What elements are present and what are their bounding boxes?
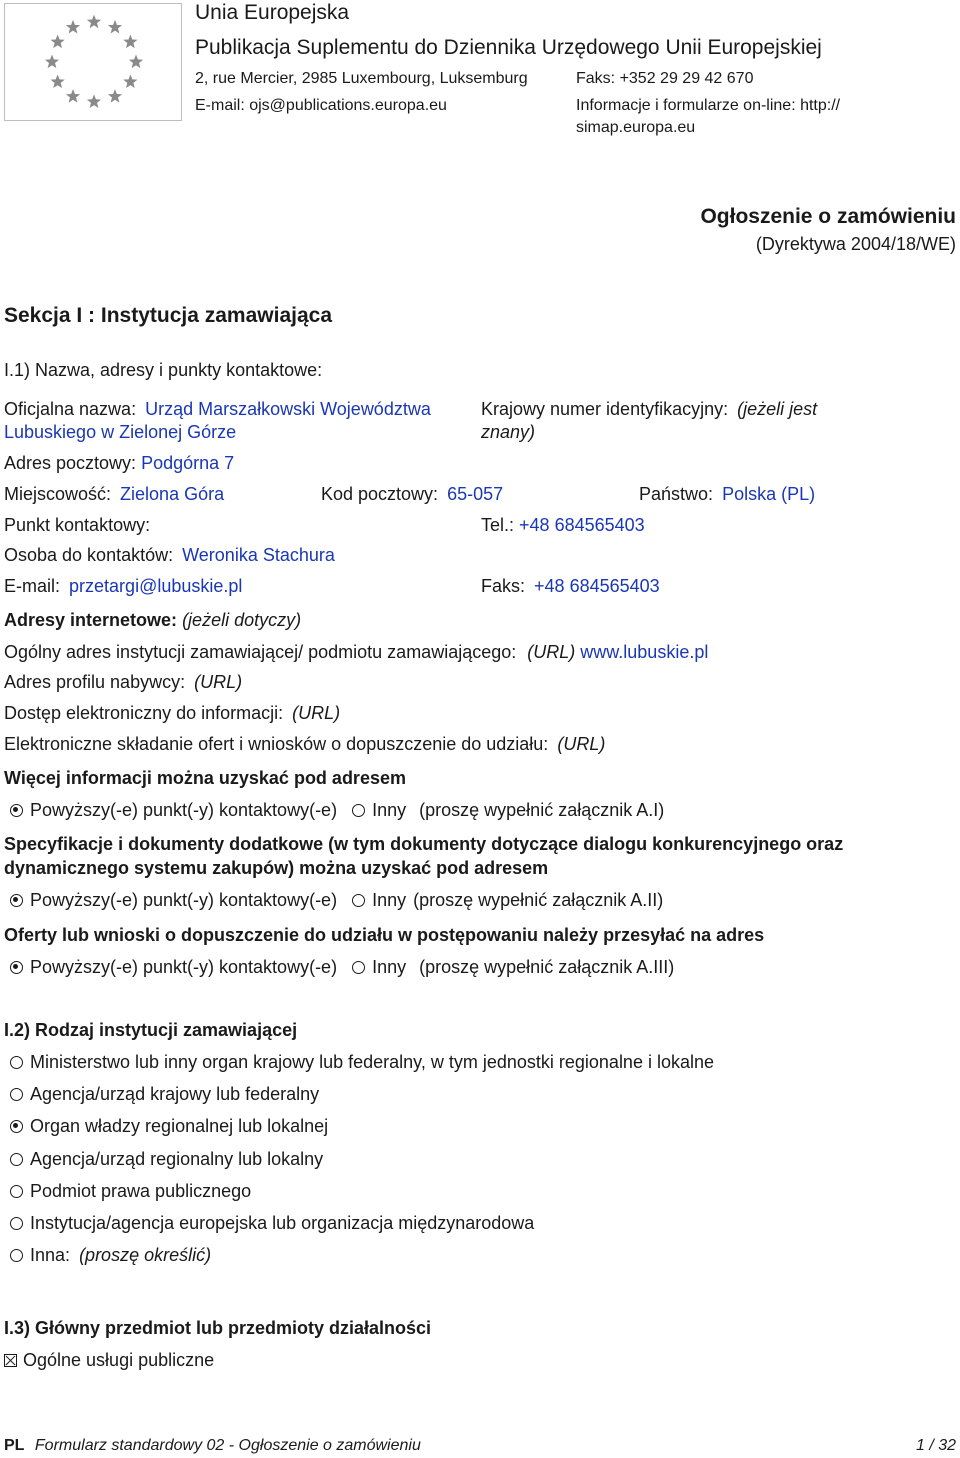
town — [4, 484, 224, 505]
radio-ministry[interactable] — [10, 1056, 23, 1069]
authority-option-label: Podmiot prawa publicznego — [30, 1181, 252, 1201]
tel — [481, 515, 645, 536]
authority-option — [10, 1213, 534, 1234]
radio-other[interactable] — [352, 804, 365, 817]
section-heading: Sekcja I : Instytucja zamawiająca — [4, 304, 333, 327]
radio-above-selected[interactable] — [10, 894, 23, 907]
contact-person-value: Weronika Stachura — [182, 545, 335, 565]
star-icon — [108, 89, 122, 103]
general-address-label: Ogólny adres instytucji zamawiającej/ podmiotu zamawiającego: — [4, 642, 517, 662]
footer-page: 1 / 32 — [915, 1437, 956, 1454]
postal-value: Podgórna 7 — [141, 453, 235, 473]
notice-directive: (Dyrektywa 2004/18/WE) — [755, 234, 956, 254]
authority-option-label: Agencja/urząd krajowy lub federalny — [30, 1084, 320, 1104]
contact-person — [4, 545, 335, 566]
official-name-label: Oficjalna nazwa: — [4, 399, 137, 419]
annex-a3: (proszę wypełnić załącznik A.III) — [419, 957, 675, 977]
radio-other[interactable] — [352, 894, 365, 907]
electronic-submission-label: Elektroniczne składanie ofert i wniosków o dopuszczenie do udziału: — [4, 734, 549, 754]
star-icon — [45, 55, 59, 69]
checkbox-checked-icon[interactable] — [4, 1354, 17, 1367]
header-publication: Publikacja Suplementu do Dziennika Urzędowego Unii Europejskiej — [195, 36, 822, 59]
email-link[interactable]: przetargi@lubuskie.pl — [69, 576, 243, 596]
eu-stars-icon — [5, 4, 181, 120]
star-icon — [108, 20, 122, 34]
i1-heading: I.1) Nazwa, adresy i punkty kontaktowe: — [4, 360, 323, 380]
header-address: 2, rue Mercier, 2985 Luxembourg, Luksemburg — [195, 70, 528, 87]
star-icon — [123, 74, 137, 88]
specs-heading-line1: Specyfikacje i dokumenty dodatkowe (w tym dokumenty dotyczące dialogu konkurencyjnego oraz — [4, 834, 844, 854]
general-address-link[interactable]: www.lubuskie.pl — [580, 642, 709, 662]
authority-option — [10, 1181, 251, 1202]
postal-label: Adres pocztowy: — [4, 453, 137, 473]
option-other-label: Inny — [372, 957, 407, 977]
national-id-hint2: znany) — [481, 422, 536, 442]
radio-regional-agency[interactable] — [10, 1153, 23, 1166]
internet-hint: (jeżeli dotyczy) — [182, 610, 302, 630]
radio-public-law-body[interactable] — [10, 1185, 23, 1198]
star-icon — [129, 55, 143, 69]
authority-option-label: Instytucja/agencja europejska lub organizacja międzynarodowa — [30, 1213, 535, 1233]
star-icon — [87, 15, 101, 29]
more-info-options — [10, 800, 664, 821]
star-icon — [87, 94, 101, 108]
specs-options — [10, 890, 663, 911]
footer — [4, 1437, 421, 1455]
tel-value: +48 684565403 — [519, 515, 645, 535]
authority-option-label: Inna: — [30, 1245, 71, 1265]
radio-above-selected[interactable] — [10, 961, 23, 974]
tel-label: Tel.: — [481, 515, 515, 535]
header-fax: Faks: +352 29 29 42 670 — [576, 70, 754, 87]
town-label: Miejscowość: — [4, 484, 112, 504]
option-other-label: Inny — [372, 800, 407, 820]
offers-heading: Oferty lub wnioski o dopuszczenie do udziału w postępowaniu należy przesyłać na adres — [4, 925, 765, 945]
postcode — [321, 484, 503, 505]
notice-title: Ogłoszenie o zamówieniu — [700, 205, 956, 228]
activity-item — [4, 1350, 214, 1371]
email-label: E-mail: — [4, 576, 61, 596]
national-id — [481, 399, 817, 420]
national-id-hint1: (jeżeli jest — [737, 399, 818, 419]
header-email: E-mail: ojs@publications.europa.eu — [195, 97, 447, 114]
electronic-access-label: Dostęp elektroniczny do informacji: — [4, 703, 284, 723]
authority-option — [10, 1084, 319, 1105]
authority-option-label: Agencja/urząd regionalny lub lokalny — [30, 1149, 324, 1169]
radio-national-agency[interactable] — [10, 1088, 23, 1101]
radio-eu-institution[interactable] — [10, 1217, 23, 1230]
header-info-line1: Informacje i formularze on-line: http:// — [576, 97, 841, 114]
general-address — [4, 642, 708, 663]
electronic-submission — [4, 734, 605, 755]
email — [4, 576, 242, 597]
buyer-profile — [4, 672, 242, 693]
star-icon — [66, 89, 80, 103]
url-tag: (URL) — [292, 703, 341, 723]
postcode-label: Kod pocztowy: — [321, 484, 439, 504]
star-icon — [66, 20, 80, 34]
postal-address — [4, 453, 234, 474]
authority-option — [10, 1245, 211, 1266]
country — [639, 484, 815, 505]
official-name — [4, 399, 431, 420]
option-other-label: Inny — [372, 890, 407, 910]
eu-flag-logo — [4, 3, 182, 121]
i3-heading: I.3) Główny przedmiot lub przedmioty działalności — [4, 1318, 432, 1338]
authority-option — [10, 1052, 714, 1073]
contact-person-label: Osoba do kontaktów: — [4, 545, 174, 565]
town-value: Zielona Góra — [120, 484, 225, 504]
buyer-profile-label: Adres profilu nabywcy: — [4, 672, 186, 692]
authority-option-label: Ministerstwo lub inny organ krajowy lub federalny, w tym jednostki regionalne i lokalne — [30, 1052, 714, 1072]
other-hint: (proszę określić) — [79, 1245, 212, 1265]
specs-heading-line2: dynamicznego systemu zakupów) można uzyskać pod adresem — [4, 858, 549, 878]
fax-value: +48 684565403 — [534, 576, 660, 596]
electronic-access — [4, 703, 340, 724]
postcode-value: 65-057 — [447, 484, 504, 504]
star-icon — [51, 35, 65, 49]
url-tag: (URL) — [194, 672, 243, 692]
country-label: Państwo: — [639, 484, 714, 504]
activity-label: Ogólne usługi publiczne — [23, 1350, 215, 1370]
offers-options — [10, 957, 674, 978]
authority-option — [10, 1149, 323, 1170]
url-tag: (URL) — [527, 642, 576, 662]
star-icon — [123, 35, 137, 49]
header-org: Unia Europejska — [195, 1, 350, 24]
annex-a2: (proszę wypełnić załącznik A.II) — [413, 890, 664, 910]
option-above-label: Powyższy(-e) punkt(-y) kontaktowy(-e) — [30, 800, 338, 820]
country-value: Polska (PL) — [722, 484, 816, 504]
contact-point-label: Punkt kontaktowy: — [4, 515, 151, 535]
annex-a1: (proszę wypełnić załącznik A.I) — [419, 800, 665, 820]
internet-addresses — [4, 610, 301, 631]
more-info-heading: Więcej informacji można uzyskać pod adresem — [4, 768, 406, 788]
fax-label: Faks: — [481, 576, 526, 596]
official-name-value1: Urząd Marszałkowski Województwa — [145, 399, 431, 419]
radio-regional-authority-selected[interactable] — [10, 1120, 23, 1133]
url-tag: (URL) — [557, 734, 606, 754]
radio-other[interactable] — [352, 961, 365, 974]
authority-option-label: Organ władzy regionalnej lub lokalnej — [30, 1116, 329, 1136]
header-info-line2: simap.europa.eu — [576, 119, 696, 136]
option-above-label: Powyższy(-e) punkt(-y) kontaktowy(-e) — [30, 890, 338, 910]
radio-above-selected[interactable] — [10, 804, 23, 817]
star-icon — [51, 75, 65, 89]
national-id-label: Krajowy numer identyfikacyjny: — [481, 399, 729, 419]
official-name-value2: Lubuskiego w Zielonej Górze — [4, 422, 237, 442]
option-above-label: Powyższy(-e) punkt(-y) kontaktowy(-e) — [30, 957, 338, 977]
footer-form: Formularz standardowy 02 - Ogłoszenie o zamówieniu — [34, 1437, 421, 1454]
i2-heading: I.2) Rodzaj instytucji zamawiającej — [4, 1020, 298, 1040]
radio-other-authority[interactable] — [10, 1249, 23, 1262]
authority-option — [10, 1116, 328, 1137]
fax — [481, 576, 660, 597]
internet-heading: Adresy internetowe: — [4, 610, 178, 630]
footer-lang: PL — [4, 1437, 25, 1454]
